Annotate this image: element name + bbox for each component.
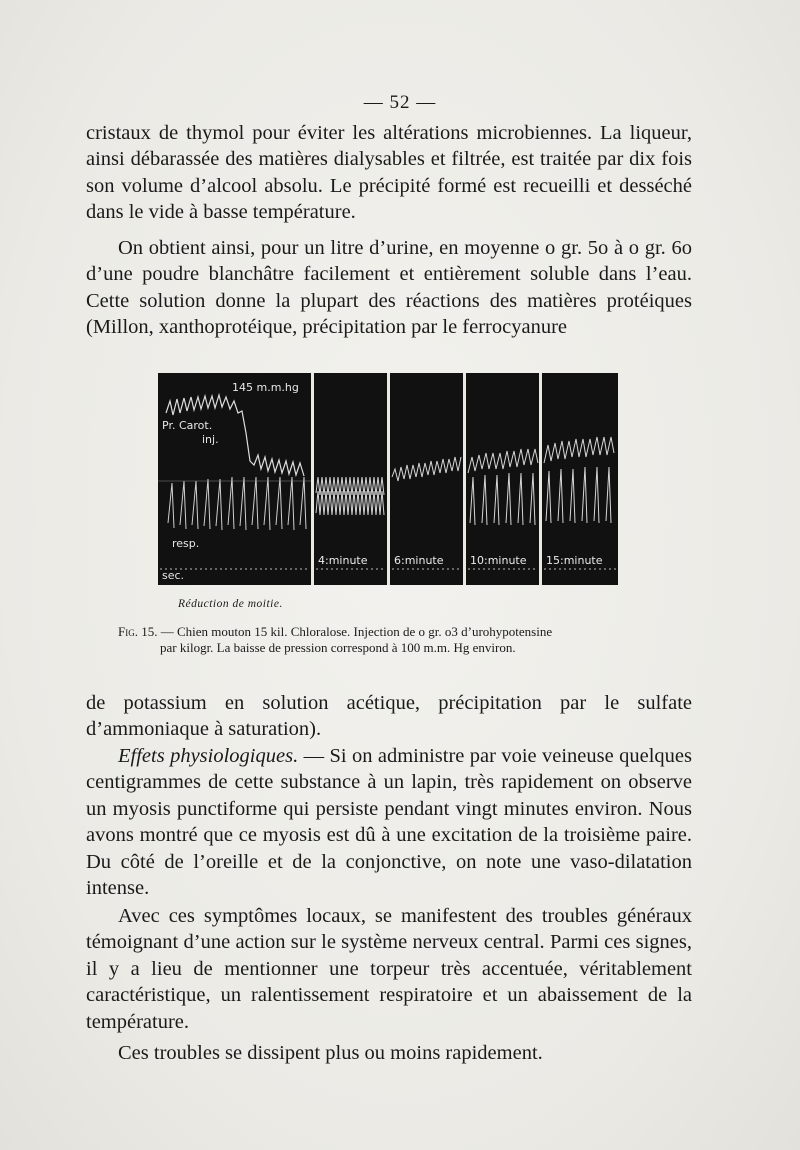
caption-line-2: par kilogr. La baisse de pression correspond à 100 m.m. Hg environ. [160, 640, 516, 655]
paragraph-4 [86, 743, 692, 901]
pressure-label: 145 m.m.hg [232, 381, 299, 394]
figure-reduction-note: Réduction de moitie. [178, 598, 283, 610]
section-heading: Effets physiologiques. [118, 745, 299, 767]
page-number: — 52 — [363, 92, 437, 113]
paragraph-5: Avec ces symptômes locaux, se manifestent des troubles généraux témoignant d’une action sur le système nerveux central. Parmi ces signes, il y a lieu de mentionner une torpeur très accentuée, véritablement caractéristique, un ralentissement respiratoire et un abaissement de la température. [86, 905, 692, 1033]
paragraph-6: Ces troubles se dissipent plus ou moins rapidement. [118, 1042, 543, 1064]
caption-line-1: — Chien mouton 15 kil. Chloralose. Injection de o gr. o3 d’urohypotensine [157, 624, 553, 639]
figure-caption [118, 624, 678, 656]
initial-trace [158, 373, 311, 585]
minute-label-10: 10:minute [470, 554, 527, 567]
paragraph-4-body: — Si on administre par voie veineuse quelques centigrammes de cette substance à un lapin, très rapidement on observe un myosis punctiforme qui persiste pendant vingt minutes environ. Nous avons montré que ce myosis est dû à une excitation de la troisième paire. Du côté de l’oreille et de la conjonctive, on note une vaso-dilatation intense. [86, 745, 692, 900]
tracing-panel-15min [542, 373, 618, 585]
minute-label-6: 6:minute [394, 554, 444, 567]
paragraph-3: de potassium en solution acétique, précipitation par le sulfate d’ammoniaque à saturation). [86, 692, 692, 741]
kymograph-figure [158, 373, 618, 585]
respiration-label: resp. [172, 537, 200, 550]
carotid-label: Pr. Carot. [162, 419, 213, 432]
tracing-panel-4min [314, 373, 387, 585]
tracing-panel-6min [390, 373, 463, 585]
paragraph-1: cristaux de thymol pour éviter les altérations microbiennes. La liqueur, ainsi débarassée des matières dialysables et filtrée, est traitée par dix fois son volume d’alcool absolu. Le précipité formé est recueilli et desséché dans le vide à basse température. [86, 122, 692, 224]
tracing-panel-10min [466, 373, 539, 585]
paragraph-2: On obtient ainsi, pour un litre d’urine, en moyenne o gr. 5o à o gr. 6o d’une poudre blanchâtre facilement et entièrement soluble dans l’eau. Cette solution donne la plupart des réactions des matières protéiques (Millon, xanthoprotéique, précipitation par le ferrocyanure [86, 237, 692, 339]
injection-label: inj. [202, 433, 219, 446]
minute-label-4: 4:minute [318, 554, 368, 567]
tracing-panel-initial [158, 373, 311, 585]
minute-label-15: 15:minute [546, 554, 603, 567]
seconds-label: sec. [162, 569, 185, 582]
caption-figure-number: Fig. 15. [118, 624, 158, 639]
